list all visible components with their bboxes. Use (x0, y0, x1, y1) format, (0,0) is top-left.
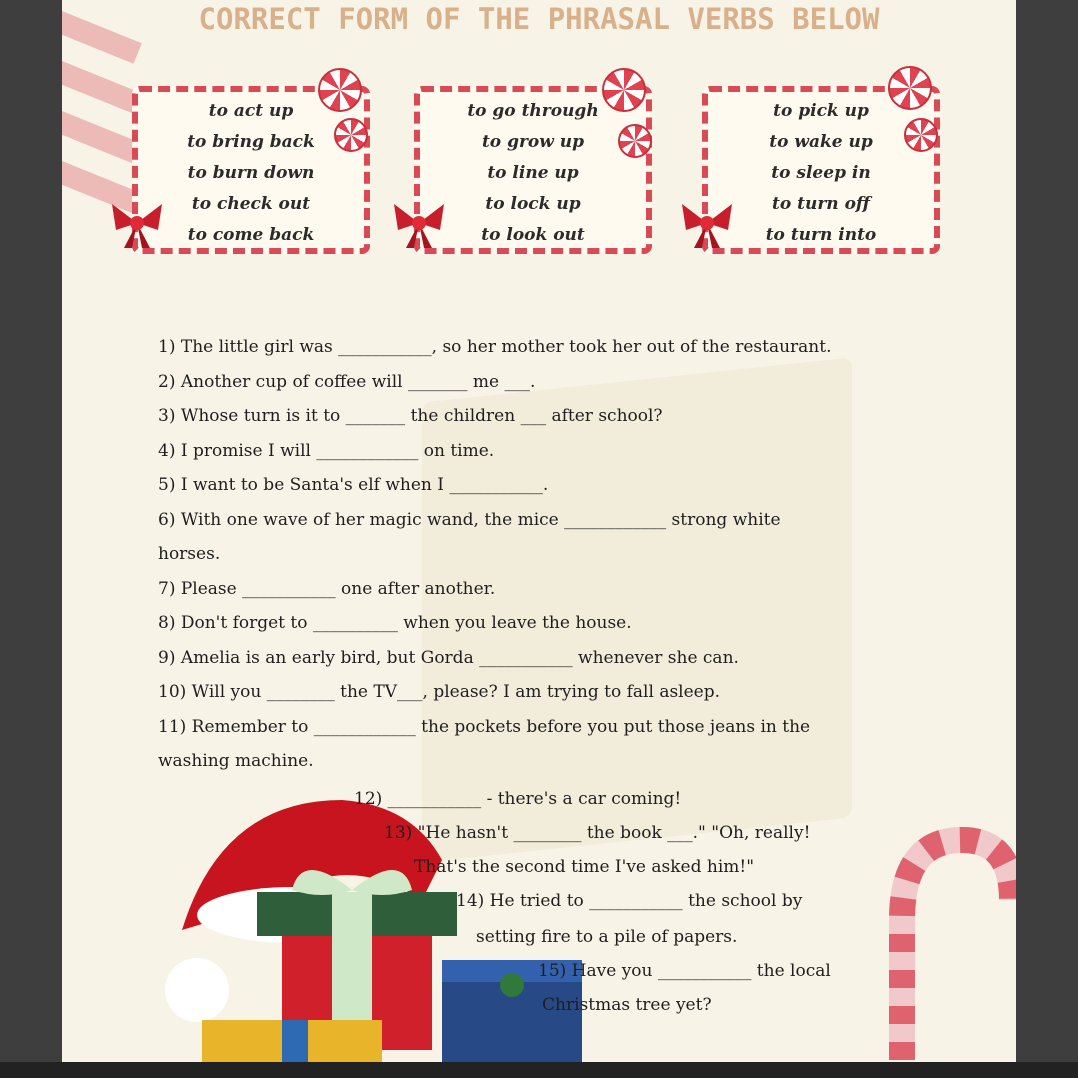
verb-item: to sleep in (771, 163, 871, 183)
question-10: 10) Will you ________ the TV___, please? I am trying to fall asleep. (158, 682, 721, 702)
question-2: 2) Another cup of coffee will _______ me ___. (158, 371, 536, 392)
question-13: 13) "He hasn't ________ the book ___." "Oh, really! (384, 823, 811, 843)
question-1: 1) The little girl was ___________, so her mother took her out of the restaurant. (158, 337, 832, 357)
question-5: 5) I want to be Santa's elf when I ___________. (158, 475, 549, 495)
lollipop-icon (618, 124, 652, 158)
lollipop-icon (602, 68, 646, 112)
page-title: CORRECT FORM OF THE PHRASAL VERBS BELOW (198, 2, 880, 36)
verb-item: to come back (187, 225, 315, 245)
red-bow-icon (680, 196, 734, 250)
lollipop-icon (334, 118, 368, 152)
verb-item: to pick up (773, 101, 869, 121)
lollipop-icon (888, 66, 932, 110)
verb-item: to lock up (485, 194, 581, 214)
bottom-frame (0, 1062, 1078, 1078)
question-3: 3) Whose turn is it to _______ the children ___ after school? (158, 406, 663, 426)
candy-cane-illustration (862, 810, 1016, 1062)
question-6: 6) With one wave of her magic wand, the mice ____________ strong white (158, 509, 781, 530)
questions-list (158, 330, 918, 779)
question-14: 14) He tried to ___________ the school by (456, 891, 803, 911)
left-frame (0, 0, 62, 1062)
question-11-continued: washing machine. (158, 751, 314, 771)
verb-item: to grow up (481, 132, 585, 152)
verb-box-3 (702, 86, 940, 254)
red-bow-icon (392, 196, 446, 250)
red-bow-icon (110, 196, 164, 250)
worksheet (62, 0, 1016, 1062)
verb-item: to turn off (772, 194, 870, 214)
verb-item: to bring back (187, 132, 315, 152)
verb-item: to check out (191, 194, 311, 214)
lollipop-icon (904, 118, 938, 152)
question-12: 12) ___________ - there's a car coming! (354, 789, 682, 809)
verb-item: to turn into (765, 225, 877, 245)
verb-item: to look out (481, 225, 585, 245)
question-13-continued: That's the second time I've asked him!" (414, 857, 755, 877)
question-9: 9) Amelia is an early bird, but Gorda ___________ whenever she can. (158, 647, 739, 668)
lollipop-icon (318, 68, 362, 112)
question-14-continued: setting fire to a pile of papers. (476, 927, 738, 947)
question-7: 7) Please ___________ one after another. (158, 578, 496, 599)
verb-item: to act up (208, 101, 294, 121)
question-4: 4) I promise I will ____________ on time. (158, 440, 495, 461)
question-8: 8) Don't forget to __________ when you leave the house. (158, 613, 632, 633)
verb-item: to burn down (187, 163, 315, 183)
right-frame (1016, 0, 1078, 1062)
question-6-continued: horses. (158, 544, 221, 564)
question-15: 15) Have you ___________ the local (538, 961, 831, 981)
question-11: 11) Remember to ____________ the pockets before you put those jeans in the (158, 716, 811, 737)
verb-item: to wake up (769, 132, 873, 152)
verb-box-2 (414, 86, 652, 254)
verb-item: to line up (487, 163, 579, 183)
verb-item: to go through (467, 101, 599, 121)
question-15-continued: Christmas tree yet? (542, 995, 712, 1015)
